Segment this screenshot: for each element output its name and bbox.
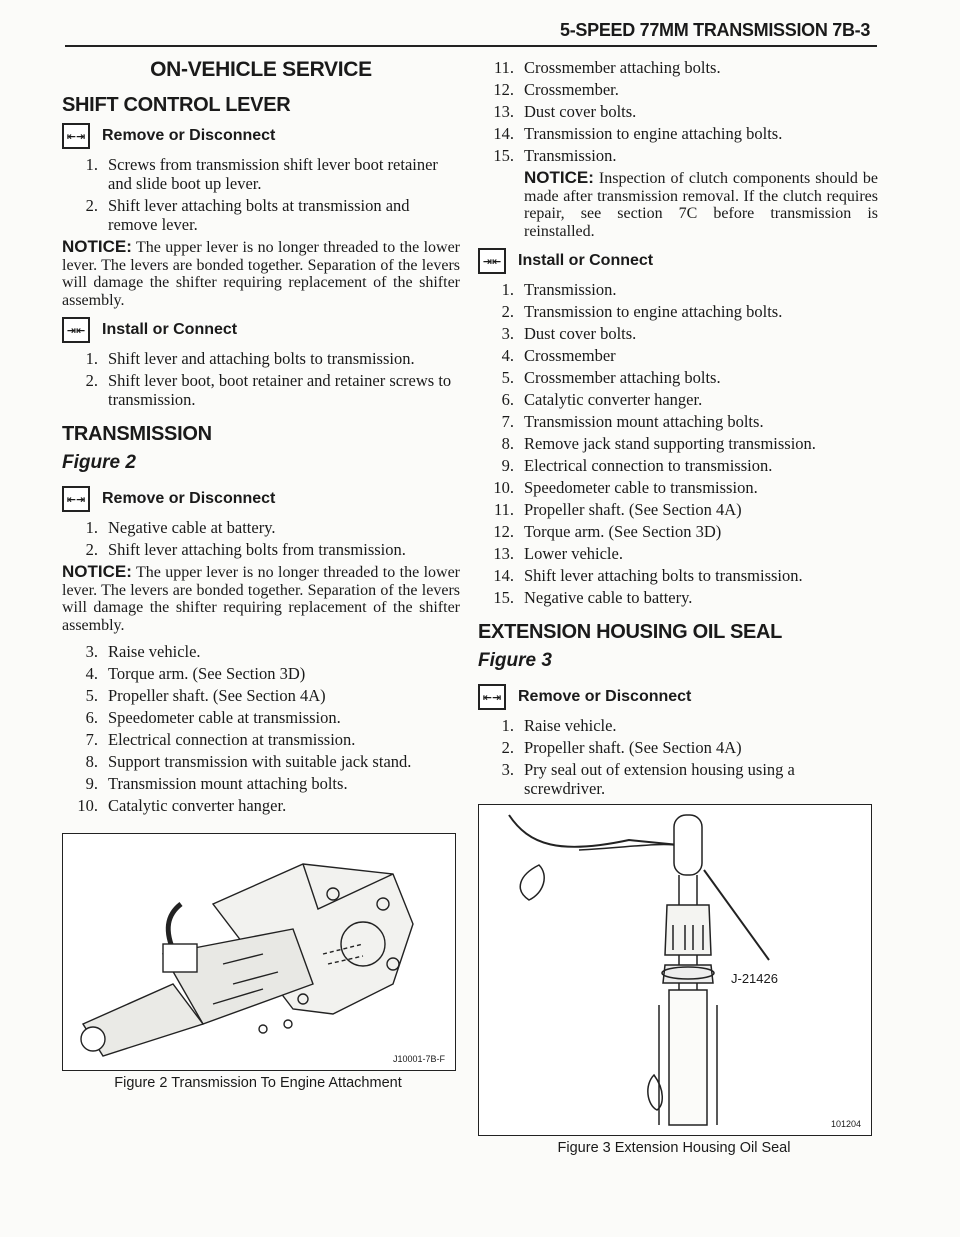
list-item: 10. Speedometer cable to transmission.	[493, 478, 758, 497]
figure-2	[62, 833, 456, 1071]
shift-control-lever-heading: SHIFT CONTROL LEVER	[62, 94, 291, 116]
figure-code: J10001-7B-F	[392, 1054, 445, 1064]
trans-remove-steps-cont	[478, 58, 878, 165]
tool-label: J-21426	[731, 971, 778, 986]
list-item: 7. Electrical connection at transmission.	[85, 730, 356, 749]
list-item: 10. Catalytic converter hanger.	[77, 796, 287, 815]
right-column	[478, 58, 878, 1156]
install-label: Install or Connect	[518, 252, 654, 269]
list-item: 8. Remove jack stand supporting transmission.	[501, 434, 816, 453]
page-header: 5-SPEED 77MM TRANSMISSION 7B-3	[560, 20, 871, 40]
section-title: ON-VEHICLE SERVICE	[150, 58, 372, 81]
remove-subheading	[62, 486, 460, 512]
list-item: 2. Shift lever boot, boot retainer and retainer screws to transmission.	[85, 371, 452, 409]
trans-remove-steps-a	[62, 518, 460, 559]
list-item: 2. Propeller shaft. (See Section 4A)	[501, 738, 742, 757]
remove-disconnect-icon: ⇤⇥	[62, 123, 90, 149]
notice: NOTICE: The upper lever is no longer threaded to the lower lever. The levers are bonded together. Separation of the levers will damage the shifter requiring replacement of the shifter assembly.	[62, 562, 460, 634]
remove-label: Remove or Disconnect	[102, 490, 276, 507]
list-item: 13. Dust cover bolts.	[493, 102, 637, 121]
list-item: 12. Torque arm. (See Section 3D)	[493, 522, 722, 541]
trans-remove-steps-b	[62, 642, 460, 815]
list-item: 3. Raise vehicle.	[85, 642, 201, 661]
transmission-heading: TRANSMISSION	[62, 423, 212, 445]
figure-ref: Figure 2	[62, 452, 136, 473]
list-item: 9. Electrical connection to transmission.	[501, 456, 773, 475]
scl-remove-steps	[62, 155, 460, 234]
list-item: 15. Negative cable to battery.	[493, 588, 693, 607]
list-item: 3. Dust cover bolts.	[501, 324, 637, 343]
list-item: 15. Transmission.	[493, 146, 617, 165]
install-subheading	[62, 317, 460, 343]
install-label: Install or Connect	[102, 321, 238, 338]
remove-subheading	[62, 123, 460, 149]
list-item: 14. Shift lever attaching bolts to transmission.	[493, 566, 803, 585]
left-column	[62, 58, 460, 1091]
trans-install-steps	[478, 280, 878, 607]
list-item: 6. Catalytic converter hanger.	[501, 390, 703, 409]
list-item: 1. Shift lever and attaching bolts to transmission.	[85, 349, 415, 368]
figure-caption: Figure 2 Transmission To Engine Attachment	[114, 1075, 402, 1091]
remove-disconnect-icon: ⇤⇥	[62, 486, 90, 512]
list-item: 3. Pry seal out of extension housing using a screwdriver.	[501, 760, 795, 798]
install-subheading	[478, 248, 878, 274]
figure-caption: Figure 3 Extension Housing Oil Seal	[557, 1140, 791, 1156]
figure-code: 101204	[830, 1119, 861, 1129]
list-item: 1. Negative cable at battery.	[85, 518, 276, 537]
ext-remove-steps	[478, 716, 878, 798]
remove-label: Remove or Disconnect	[102, 127, 276, 144]
notice: NOTICE: The upper lever is no longer threaded to the lower lever. The levers are bonded together. Separation of the levers will damage the shifter requiring replacement of the shifter assembly.	[62, 237, 460, 309]
list-item: 12. Crossmember.	[493, 80, 619, 99]
list-item: 13. Lower vehicle.	[493, 544, 623, 563]
list-item: 1. Raise vehicle.	[501, 716, 617, 735]
list-item: 2. Shift lever attaching bolts from transmission.	[85, 540, 406, 559]
list-item: 11. Propeller shaft. (See Section 4A)	[493, 500, 742, 519]
list-item: 2. Shift lever attaching bolts at transmission and remove lever.	[85, 196, 410, 234]
list-item: 5. Crossmember attaching bolts.	[501, 368, 721, 387]
list-item: 14. Transmission to engine attaching bolts.	[493, 124, 783, 143]
header-rule	[65, 45, 877, 47]
list-item: 9. Transmission mount attaching bolts.	[85, 774, 348, 793]
remove-subheading	[478, 684, 878, 710]
notice: NOTICE: Inspection of clutch components should be made after transmission removal. If the clutch requires repair, see section 7C before transmission is reinstalled.	[524, 168, 879, 240]
list-item: 7. Transmission mount attaching bolts.	[501, 412, 764, 431]
list-item: 1. Transmission.	[501, 280, 617, 299]
list-item: 2. Transmission to engine attaching bolts.	[501, 302, 783, 321]
remove-label: Remove or Disconnect	[518, 688, 692, 705]
list-item: 6. Speedometer cable at transmission.	[85, 708, 341, 727]
install-connect-icon: ⇥⇤	[62, 317, 90, 343]
remove-disconnect-icon: ⇤⇥	[478, 684, 506, 710]
install-connect-icon: ⇥⇤	[478, 248, 506, 274]
seal-tool-illustration	[479, 805, 869, 1133]
list-item: 11. Crossmember attaching bolts.	[493, 58, 721, 77]
list-item: 1. Screws from transmission shift lever boot retainer and slide boot up lever.	[85, 155, 438, 193]
figure-ref: Figure 3	[478, 650, 552, 671]
list-item: 5. Propeller shaft. (See Section 4A)	[85, 686, 326, 705]
list-item: 8. Support transmission with suitable jack stand.	[85, 752, 412, 771]
figure-3	[478, 804, 872, 1136]
transmission-illustration	[63, 834, 453, 1068]
scl-install-steps	[62, 349, 460, 409]
list-item: 4. Crossmember	[501, 346, 616, 365]
extension-housing-heading: EXTENSION HOUSING OIL SEAL	[478, 621, 783, 643]
list-item: 4. Torque arm. (See Section 3D)	[85, 664, 306, 683]
